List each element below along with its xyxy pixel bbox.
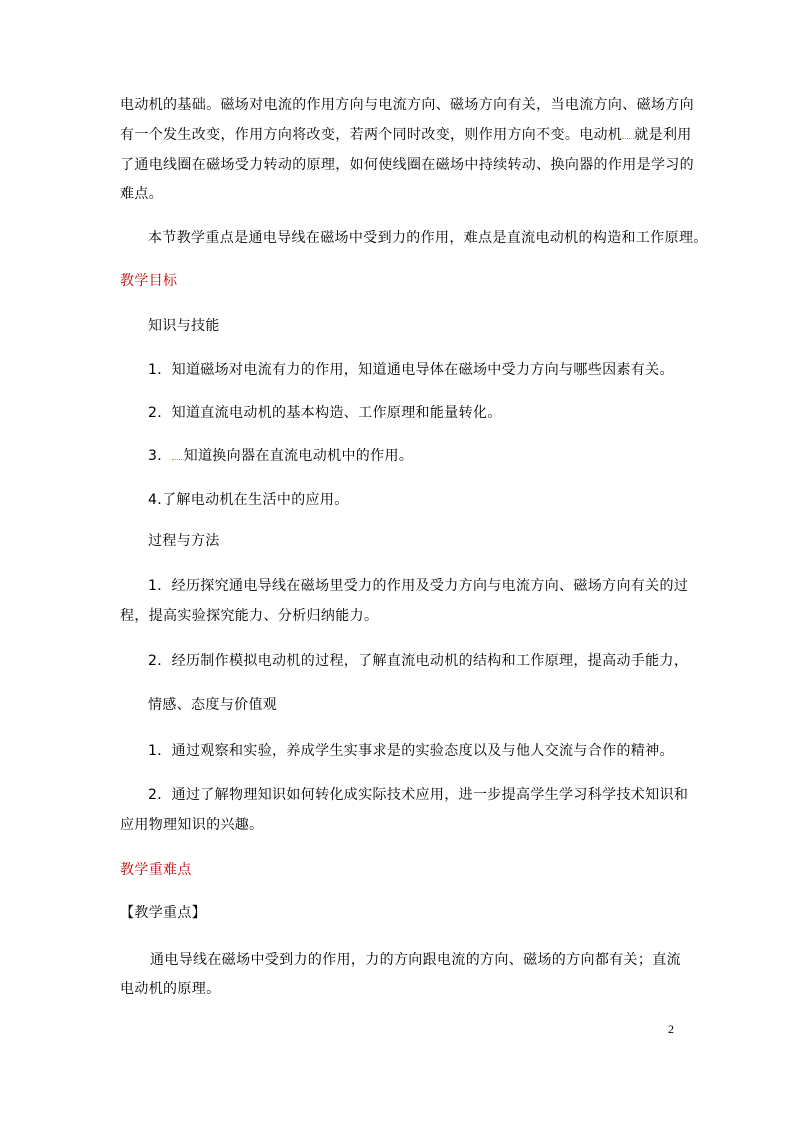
edit-mark	[172, 447, 184, 460]
intro-line-1: 电动机的基础。磁场对电流的作用方向与电流方向、磁场方向有关，当电流方向、磁场方向	[120, 97, 694, 113]
intro-line-2	[120, 125, 692, 145]
emotion-item-2-cont: 应用物理知识的兴趣。	[120, 817, 264, 833]
edit-mark	[622, 126, 634, 139]
subheading-process: 过程与方法	[148, 533, 220, 549]
intro-line-3: 了通电线圈在磁场受力转动的原理，如何使线圈在磁场中持续转动、换向器的作用是学习的	[120, 157, 694, 173]
page-number: 2	[668, 1022, 674, 1036]
knowledge-item-3	[148, 446, 413, 466]
emotion-item-1: 1．通过观察和实验，养成学生实事求是的实验态度以及与他人交流与合作的精神。	[148, 743, 674, 759]
section-heading-objectives: 教学目标	[120, 273, 178, 289]
process-item-1: 1．经历探究通电导线在磁场里受力的作用及受力方向与电流方向、磁场方向有关的过	[148, 578, 689, 594]
knowledge-item-3-num: 3．	[148, 448, 172, 464]
emotion-item-2: 2．通过了解物理知识如何转化成实际技术应用，进一步提高学生学习科学技术知识和	[148, 787, 689, 803]
subheading-knowledge: 知识与技能	[148, 318, 220, 334]
key-line-2: 电动机的原理。	[120, 981, 221, 997]
knowledge-item-1: 1．知道磁场对电流有力的作用，知道通电导体在磁场中受力方向与哪些因素有关。	[148, 362, 674, 378]
intro-line-2-tail: 就是利用	[634, 127, 692, 143]
subheading-key: 【教学重点】	[120, 905, 207, 921]
knowledge-item-4: 4.了解电动机在生活中的应用。	[148, 492, 349, 508]
process-item-1-cont: 程，提高实验探究能力、分析归纳能力。	[120, 608, 379, 624]
intro-line-4: 难点。	[120, 186, 164, 202]
key-line-1: 通电导线在磁场中受到力的作用，力的方向跟电流的方向、磁场的方向都有关；直流	[150, 952, 681, 968]
key-summary: 本节教学重点是通电导线在磁场中受到力的作用，难点是直流电动机的构造和工作原理。	[148, 230, 708, 246]
knowledge-item-3-text: 知道换向器在直流电动机中的作用。	[183, 448, 414, 464]
subheading-emotion: 情感、态度与价值观	[148, 697, 278, 713]
knowledge-item-2: 2．知道直流电动机的基本构造、工作原理和能量转化。	[148, 405, 502, 421]
process-item-2: 2．经历制作模拟电动机的过程，了解直流电动机的结构和工作原理，提高动手能力，	[148, 653, 689, 669]
section-heading-key-points: 教学重难点	[120, 862, 192, 878]
intro-line-2-text: 有一个发生改变，作用方向将改变，若两个同时改变，则作用方向不变。电动机	[120, 127, 623, 143]
